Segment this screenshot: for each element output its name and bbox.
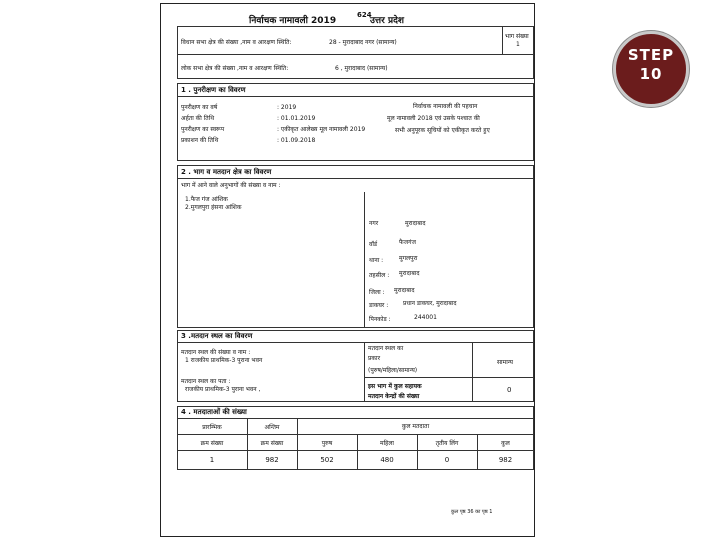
col-third-gender-header: तृतीय लिंग [435, 440, 459, 447]
revision-year-value: : 2019 [277, 104, 297, 111]
station-type-label-2: प्रकार [368, 355, 381, 362]
roll-identity-note-3: सभी अनुपूरक सूचियों को एकीकृत करते हुए [395, 127, 490, 134]
document-title: निर्वाचक नामावली 2019 [249, 16, 337, 26]
revision-type-label: पुनरीक्षण का स्वरूप [181, 126, 225, 133]
assembly-value: 28 - मुरादाबाद नगर (सामान्य) [329, 39, 397, 46]
electoral-roll-page [160, 3, 535, 537]
page-number-note: कुल पृष्ठ 36 का पृष्ठ 1 [451, 509, 493, 515]
male-count-value: 502 [320, 456, 334, 464]
total-count-value: 982 [498, 456, 513, 464]
city-value: मुरादाबाद [405, 220, 426, 227]
area-item-2: 2.मुगलपुरा हंसना आंशिक [185, 204, 242, 211]
part-number-value: 1 [516, 41, 520, 48]
part-number-label: भाग संख्या [505, 33, 529, 40]
post-office-value: प्रधान डाकघर, मुरादाबाद [403, 300, 457, 307]
post-office-label: डाकघर : [369, 302, 389, 309]
district-value: मुरादाबाद [394, 287, 415, 294]
col-serial-end: क्रम संख्या [260, 440, 284, 447]
aux-stations-value: 0 [507, 386, 512, 394]
polling-station-value: 1 राजकीय प्राथमिक-3 पुराना भवन [185, 357, 263, 364]
col-serial-start: क्रम संख्या [200, 440, 224, 447]
section4-heading: 4 . मतदाताओं की संख्या [181, 408, 247, 416]
col-total-header: कुल [501, 440, 510, 447]
revision-year-label: पुनरीक्षण का वर्ष [181, 104, 218, 111]
station-type-label-3: (पुरुष/महिला/सामान्य) [368, 367, 418, 374]
roll-identity-note-1: निर्वाचक नामावली की पहचान [413, 103, 478, 110]
loksabha-value: 6 , मुरादाबाद (सामान्य) [335, 65, 388, 72]
document-code: 624 [357, 11, 372, 19]
city-label: नगर [369, 220, 379, 227]
assembly-label: विधान सभा क्षेत्र की संख्या ,नाम व आरक्षण स्थिति: [181, 39, 292, 46]
police-station-value: मुगलपुरा [399, 255, 418, 262]
section2-box [177, 165, 534, 328]
polling-station-label: मतदान स्थल की संख्या व नाम : [181, 349, 251, 356]
sections-subheading: भाग में आने वाले अनुभागों की संख्या व नाम : [181, 182, 281, 189]
col-total-voters-header: कुल मतदाता [401, 423, 430, 430]
female-count-value: 480 [380, 456, 394, 464]
col-male-header: पुरुष [321, 440, 333, 447]
step-badge [613, 31, 689, 107]
station-type-value: सामान्य [497, 359, 514, 366]
polling-address-value: राजकीय प्राथमिक-3 पुराना भवन , [185, 386, 261, 393]
tehsil-value: मुरादाबाद [399, 270, 420, 277]
pincode-value: 244001 [414, 314, 437, 321]
state-name: उत्तर प्रदेश [370, 16, 404, 26]
third-gender-count-value: 0 [444, 456, 450, 464]
district-label: जिला : [369, 289, 385, 296]
polling-address-label: मतदान स्थल का पता : [181, 378, 231, 385]
end-serial-value: 982 [265, 456, 279, 464]
col-start-header: प्रारम्भिक [202, 424, 222, 431]
pincode-label: पिनकोड : [369, 316, 391, 323]
aux-stations-label-2: मतदान केन्द्रों की संख्या [368, 393, 420, 400]
ward-value: फैजगंज [399, 239, 416, 246]
police-station-label: थाना : [369, 257, 384, 264]
publication-date-value: : 01.09.2018 [277, 137, 316, 144]
roll-identity-note-2: मूल नामावली 2018 एवं उसके पश्चात की [387, 115, 480, 122]
section2-heading: 2 . भाग व मतदान क्षेत्र का विवरण [181, 168, 272, 176]
publication-date-label: प्रकाशन की तिथि [181, 137, 219, 144]
start-serial-value: 1 [209, 456, 215, 464]
qualifying-date-label: अर्हता की तिथि [181, 115, 215, 122]
station-type-label-1: मतदान स्थल का [368, 345, 404, 352]
step-label: STEP [627, 46, 675, 64]
loksabha-label: लोक सभा क्षेत्र की संख्या ,नाम व आरक्षण स्थिति: [181, 65, 289, 72]
ward-label: वॉर्ड [369, 241, 378, 248]
col-female-header: महिला [380, 440, 394, 447]
col-end-header: अन्तिम [264, 424, 280, 431]
aux-stations-label-1: इस भाग में कुल सहायक [368, 383, 422, 390]
section1-heading: 1 . पुनरीक्षण का विवरण [181, 86, 246, 94]
section3-heading: 3 .मतदान स्थल का विवरण [181, 332, 253, 340]
tehsil-label: तहसील : [369, 272, 390, 279]
qualifying-date-value: : 01.01.2019 [277, 115, 316, 122]
area-item-1: 1.फैज गंज आंशिक [185, 196, 228, 203]
step-number: 10 [639, 65, 663, 83]
revision-type-value: : एकीकृत आलेख्य मूल नामावली 2019 [277, 126, 366, 133]
